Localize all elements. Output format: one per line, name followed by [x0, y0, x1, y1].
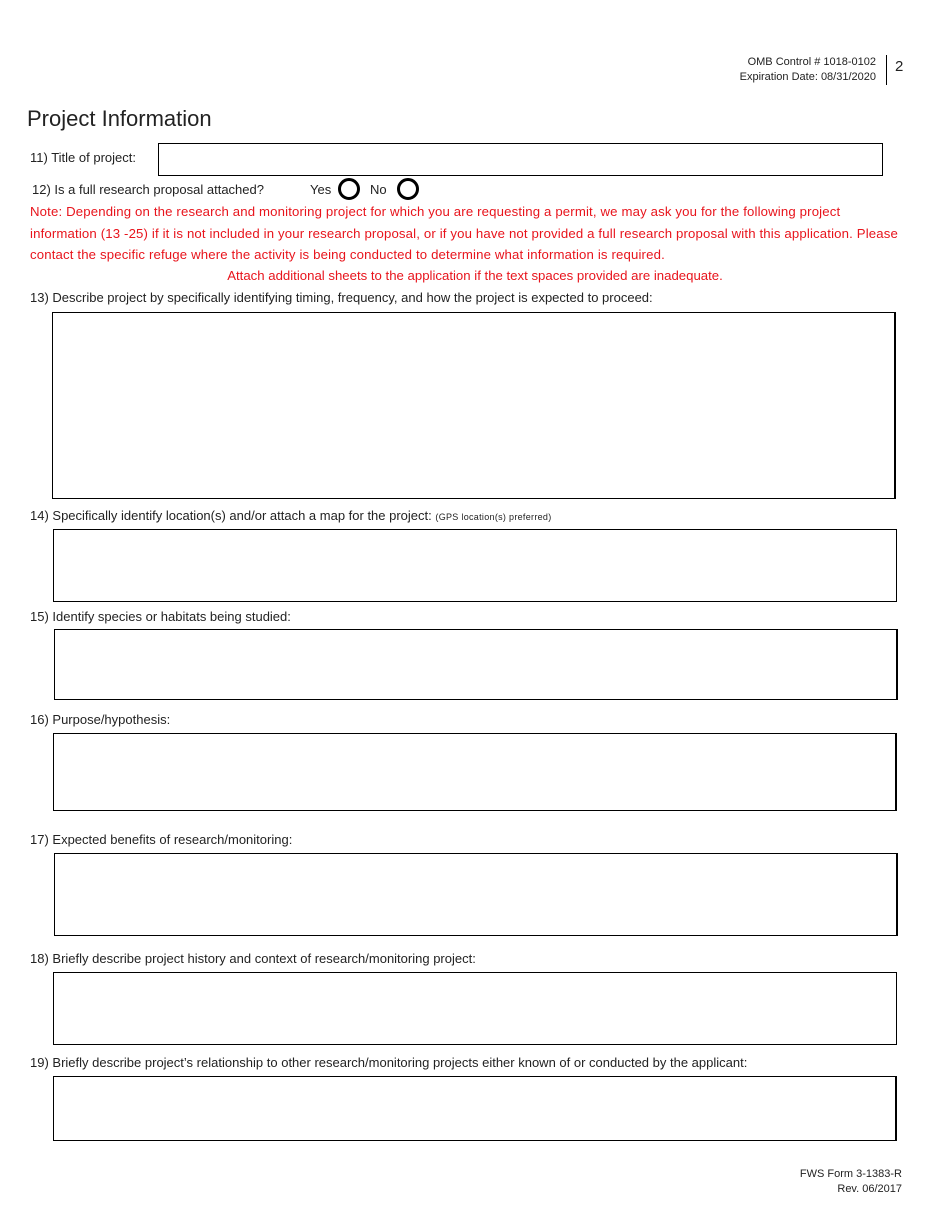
- q17-textarea[interactable]: [54, 853, 898, 936]
- form-number: FWS Form 3-1383-R: [799, 1168, 902, 1180]
- q11-label: 11) Title of project:: [30, 150, 136, 165]
- q12-label: 12) Is a full research proposal attached?: [32, 182, 264, 197]
- q19-label: 19) Briefly describe project’s relationship to other research/monitoring projects either known of or conducted by the applicant:: [30, 1055, 748, 1070]
- q16-label: 16) Purpose/hypothesis:: [30, 712, 171, 727]
- q16-textarea[interactable]: [53, 733, 897, 811]
- q13-label: 13) Describe project by specifically identifying timing, frequency, and how the project is expected to proceed:: [30, 290, 653, 305]
- header-divider: [886, 55, 887, 85]
- q15-label: 15) Identify species or habitats being studied:: [30, 609, 291, 624]
- q14-textarea[interactable]: [53, 529, 897, 602]
- no-label: No: [370, 182, 387, 197]
- form-footer: [800, 1167, 902, 1197]
- q17-label: 17) Expected benefits of research/monitoring:: [30, 832, 293, 847]
- q18-textarea[interactable]: [53, 972, 897, 1045]
- attach-note: Attach additional sheets to the application if the text spaces provided are inadequate.: [227, 268, 723, 283]
- proposal-no-radio[interactable]: [397, 178, 419, 200]
- form-revision: Rev. 06/2017: [837, 1183, 902, 1195]
- note-text: Note: Depending on the research and monitoring project for which you are requesting a permit, we may ask you for the following project information (13 -25) if it is not included in your research proposal, or if you have not provided a full research proposal with this application. Please contact the specific refuge where the activity is being conducted to determine what information is required.: [30, 204, 898, 262]
- omb-info: [740, 55, 876, 85]
- q14-label-wrap: [30, 508, 552, 523]
- q18-label: 18) Briefly describe project history and context of research/monitoring project:: [30, 951, 476, 966]
- section-title: Project Information: [27, 106, 212, 131]
- page-number: 2: [895, 58, 904, 75]
- q14-label: 14) Specifically identify location(s) and/or attach a map for the project:: [30, 508, 432, 523]
- proposal-yes-radio[interactable]: [338, 178, 360, 200]
- q13-textarea[interactable]: [52, 312, 896, 499]
- q14-sublabel: (GPS location(s) preferred): [435, 512, 552, 522]
- project-title-field[interactable]: [158, 143, 883, 176]
- q19-textarea[interactable]: [53, 1076, 897, 1141]
- yes-label: Yes: [310, 182, 332, 197]
- omb-control: OMB Control # 1018-0102: [747, 56, 876, 68]
- expiration-date: Expiration Date: 08/31/2020: [739, 71, 876, 83]
- q15-textarea[interactable]: [54, 629, 898, 700]
